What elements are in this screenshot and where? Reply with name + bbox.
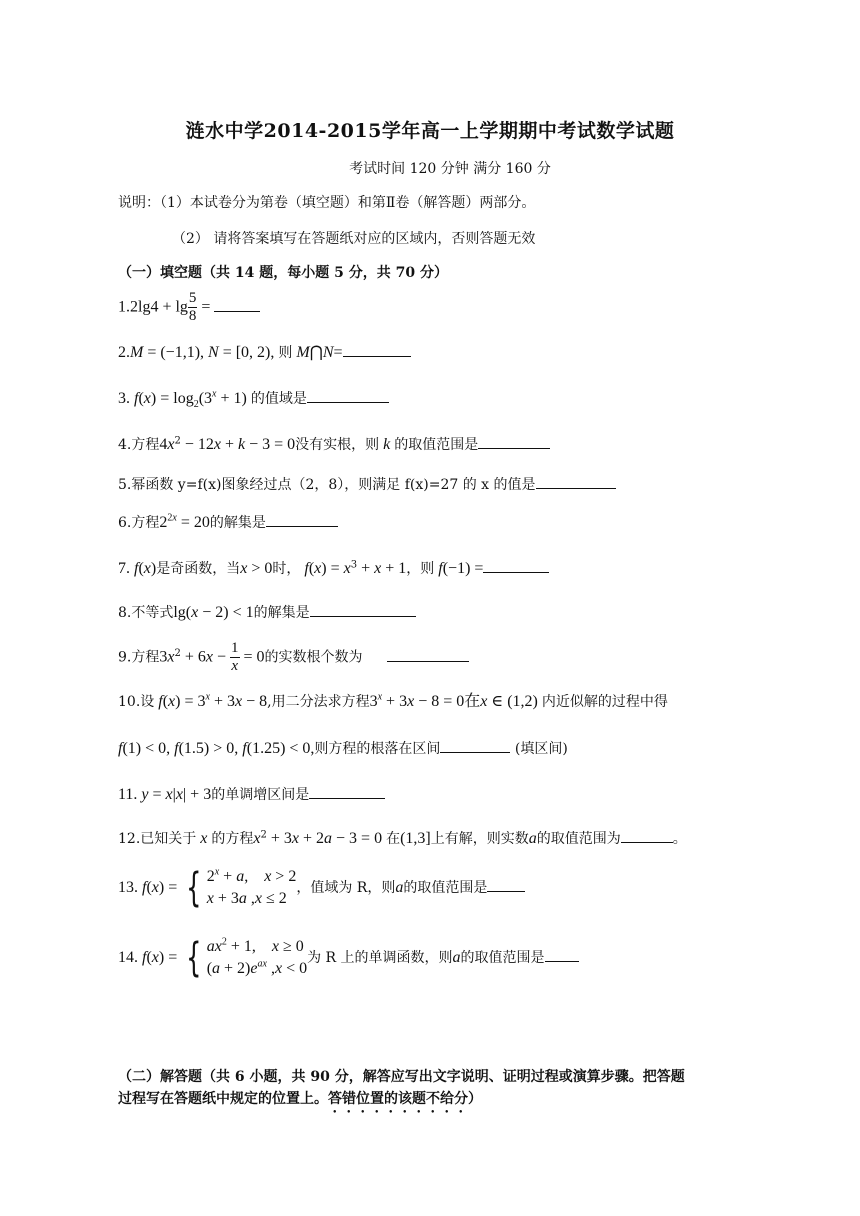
- note-1: 说明：（1）本试卷分为第卷（填空题）和第Ⅱ卷（解答题）两部分。: [118, 195, 536, 211]
- question-10: 10.设 $f(x) = 3^x + 3x - 8$,用二分法求方程$3^x + 3x - 8 = 0$在x ∈ (1,2) 内近似解的过程中得: [118, 691, 668, 710]
- exam-info: 考试时间 120 分钟 满分 160 分: [349, 161, 551, 177]
- question-13: 13. f(x) = { $2^x + a$, x > 2 x + 3a ,x ≤ 2 ，值域为 R，则a的取值范围是: [118, 866, 525, 910]
- question-14: 14. f(x) = { $ax^2 + 1$, x ≥ 0 $(a + 2)e^{ax}$ ,x < 0 为 R 上的单调函数，则a的取值范围是: [118, 936, 579, 980]
- question-1: 1.2lg4 + lg $\frac{5}{8}$ =: [118, 290, 260, 325]
- question-8: 8.不等式lg(x − 2) < 1的解集是: [118, 602, 416, 623]
- question-2: 2.M = (−1,1), N = [0, 2), 则 M⋂N=: [118, 342, 411, 363]
- question-6: 6.方程$2^{2x} = 20$的解集是: [118, 512, 338, 533]
- section-solution-header-line2: 过程写在答题纸中规定的位置上。答错位置的该题不给分）: [118, 1091, 482, 1107]
- question-3: 3. $f(x) = \log_2(3^x + 1)$ 的值域是: [118, 388, 389, 409]
- section-fill-in-header: （一）填空题（共 14 题，每小题 5 分，共 70 分）: [118, 265, 448, 281]
- question-10-cont: f(1) < 0, f(1.5) > 0, f(1.25) < 0,则方程的根落在区间 (填区间): [118, 740, 568, 757]
- question-4: 4.方程$4x^2 - 12x + k - 3 = 0$没有实根，则 k 的取值范围是: [118, 434, 550, 455]
- page-title: 涟水中学2014-2015学年高一上学期期中考试数学试题: [185, 120, 675, 142]
- note-2: （2） 请将答案填写在答题纸对应的区域内，否则答题无效: [172, 231, 536, 247]
- question-9: 9.方程$3x^2 + 6x$ − $\frac{1}{x}$ = 0的实数根个数为: [118, 640, 469, 675]
- question-11: 11. y = x|x| + 3的单调增区间是: [118, 784, 385, 805]
- section-solution-header: （二）解答题（共 6 小题，共 90 分，解答应写出文字说明、证明过程或演算步骤。把答题: [118, 1069, 685, 1085]
- question-12: 12.已知关于 x 的方程$x^2 + 3x + 2a - 3 = 0$ 在(1,3]上有解，则实数a的取值范围为 。: [118, 829, 687, 847]
- question-5: 5.幂函数 y=f(x)图象经过点（2，8），则满足 f(x)=27 的 x 的值是: [118, 474, 616, 495]
- question-7: 7. f(x)是奇函数，当x > 0时， $f(x) = x^3 + x + 1$，则 f(−1) =: [118, 558, 549, 579]
